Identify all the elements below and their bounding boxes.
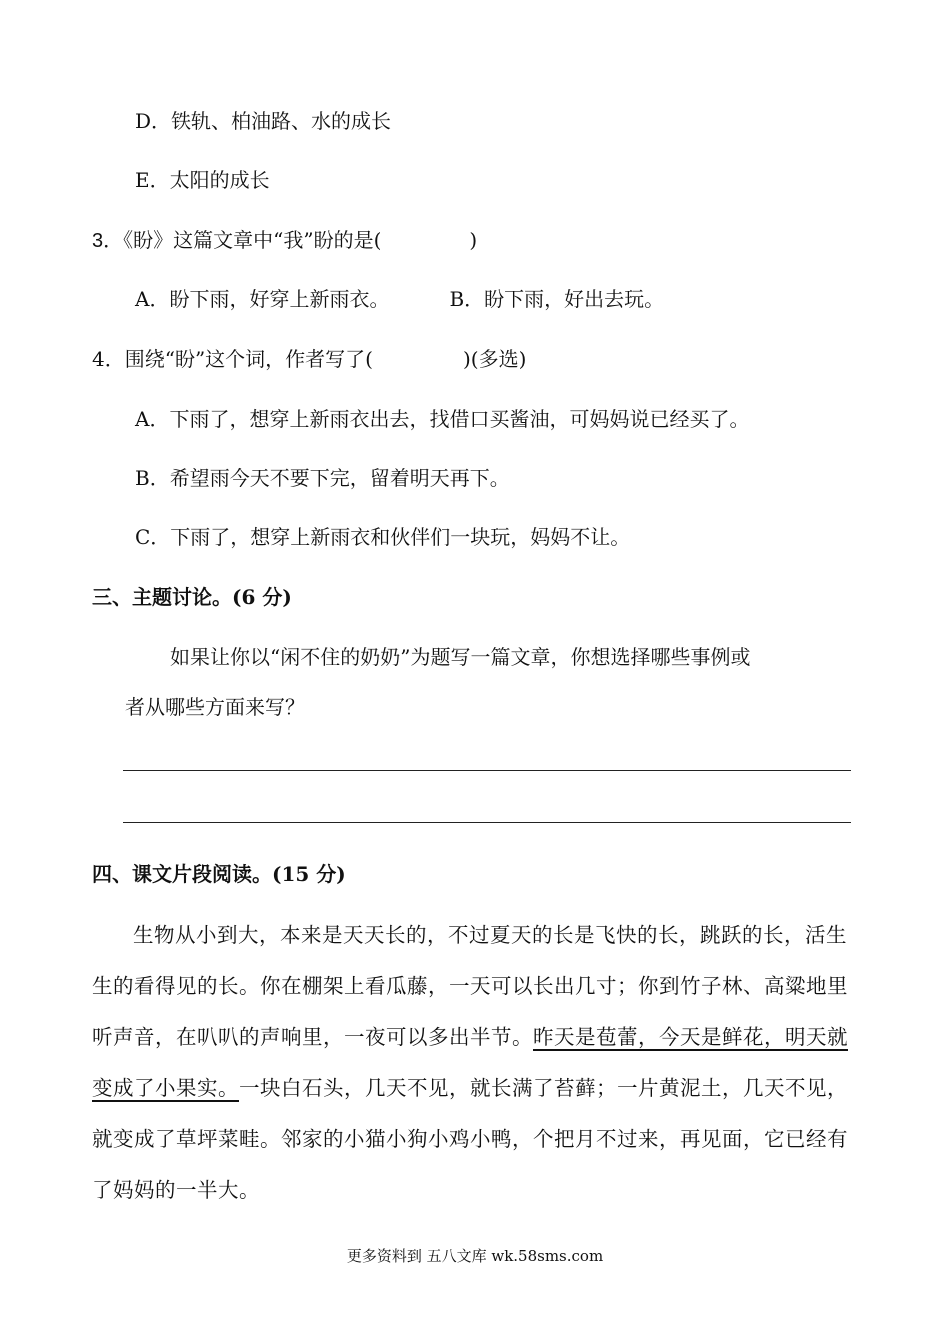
option-a: A．盼下雨，好穿上新雨衣。 [135, 287, 390, 311]
option-letter: E． [135, 168, 170, 192]
question-close: )(多选) [463, 347, 527, 371]
question-4-option-c: C．下雨了，想穿上新雨衣和伙伴们一块玩，妈妈不让。 [135, 525, 631, 549]
section-3-heading: 三、主题讨论。(6 分) [92, 585, 292, 609]
question-4 [92, 345, 526, 373]
passage-text: 一块白石头，几天不见，就长满了苔藓；一片黄泥土，几天不见，就变成了草坪菜畦。邻家的小猫小狗小鸡小鸭，个把月不过来，再见面，它已经有了妈妈的一半大。 [92, 1076, 848, 1202]
question-3-options [135, 285, 664, 313]
section-3-prompt-line1: 如果让你以“闲不住的奶奶”为题写一篇文章，你想选择哪些事例或 [170, 645, 751, 669]
question-number: 3． [92, 230, 124, 252]
question-3 [92, 226, 477, 255]
answer-line-1[interactable] [123, 770, 851, 771]
option-letter: D． [135, 109, 172, 133]
section-4-heading: 四、课文片段阅读。(15 分) [92, 862, 346, 886]
question-close: ) [469, 228, 478, 252]
passage-text: 生物从小到大，本来是天天长的，不过夏天的长是飞快的长，跳跃的长，活生生的看得见的长。你在棚架上看瓜藤，一天可以长出几寸；你到竹子林、高粱地里听声音，在叭叭的声响里，一夜可以多出半节。 [92, 923, 848, 1049]
option-d [135, 107, 391, 135]
option-b: B．盼下雨，好出去玩。 [449, 287, 665, 311]
answer-line-2[interactable] [123, 822, 851, 823]
question-4-option-a: A．下雨了，想穿上新雨衣出去，找借口买酱油，可妈妈说已经买了。 [135, 407, 750, 431]
question-4-option-b: B．希望雨今天不要下完，留着明天再下。 [135, 466, 510, 490]
option-e [135, 166, 270, 194]
footer-source-text: 更多资料到 五八文库 wk.58sms.com [346, 1247, 604, 1265]
question-text: 《盼》这篇文章中“我”盼的是( [123, 228, 382, 252]
reading-passage [92, 910, 860, 1216]
passage-underlined-sentence: 昨天是苞蕾，今天是鲜花，明天就变成了小果实。 [92, 1025, 848, 1100]
section-3-prompt-line2: 者从哪些方面来写？ [125, 695, 305, 719]
question-text: 围绕“盼”这个词，作者写了( [124, 347, 373, 371]
question-number: 4． [92, 347, 125, 371]
option-text: 铁轨、柏油路、水的成长 [171, 109, 392, 133]
option-text: 太阳的成长 [169, 168, 270, 192]
